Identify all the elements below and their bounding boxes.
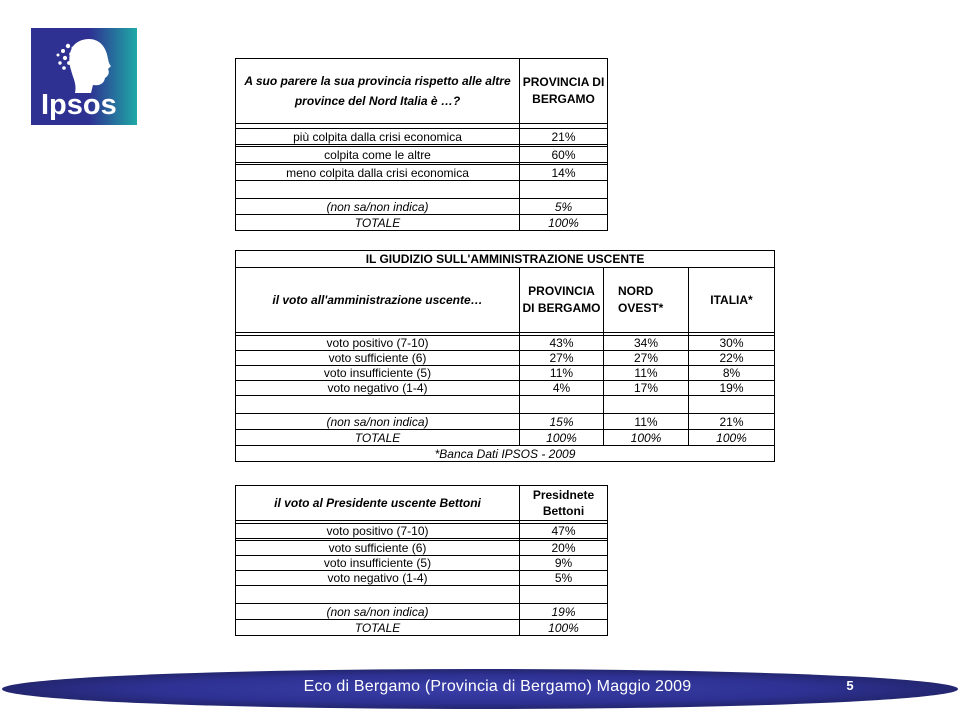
table-row	[236, 396, 775, 414]
row-value: 21%	[689, 414, 775, 430]
total-label: TOTALE	[236, 215, 520, 231]
table-row	[236, 181, 608, 199]
row-value: 27%	[604, 351, 689, 366]
question-header: il voto al Presidente uscente Bettoni	[236, 486, 520, 521]
total-label: TOTALE	[236, 430, 520, 446]
row-label: voto positivo (7-10)	[236, 336, 520, 351]
table-row	[236, 620, 608, 636]
row-value	[520, 181, 608, 199]
table-row	[236, 199, 608, 215]
row-value: 15%	[520, 414, 604, 430]
total-value: 100%	[520, 620, 608, 636]
row-label: meno colpita dalla crisi economica	[236, 165, 520, 181]
question-header: A suo parere la sua provincia rispetto alle altre province del Nord Italia è …?	[236, 59, 520, 124]
row-label: (non sa/non indica)	[236, 604, 520, 620]
row-label: voto positivo (7-10)	[236, 524, 520, 539]
row-value: 11%	[520, 366, 604, 381]
column-header: NORD OVEST*	[604, 268, 689, 333]
table-crisi	[235, 58, 608, 231]
table-row	[236, 366, 775, 381]
row-label: voto sufficiente (6)	[236, 351, 520, 366]
row-value	[604, 396, 689, 414]
table-row	[236, 336, 775, 351]
row-value: 5%	[520, 571, 608, 586]
row-value	[520, 396, 604, 414]
row-value: 14%	[520, 165, 608, 181]
row-value: 19%	[689, 381, 775, 396]
page-number: 5	[846, 678, 854, 693]
row-value: 43%	[520, 336, 604, 351]
table-row	[236, 524, 608, 539]
row-value: 60%	[520, 147, 608, 163]
column-header: PROVINCIA DI BERGAMO	[520, 268, 604, 333]
row-value: 30%	[689, 336, 775, 351]
footer-title: Eco di Bergamo (Provincia di Bergamo) Maggio 2009	[303, 678, 692, 695]
row-label: voto sufficiente (6)	[236, 541, 520, 556]
question-header: il voto all'amministrazione uscente…	[236, 268, 520, 333]
row-value: 20%	[520, 541, 608, 556]
table-row	[236, 541, 608, 556]
column-header: ITALIA*	[689, 268, 775, 333]
row-value: 22%	[689, 351, 775, 366]
logo-text: Ipsos	[41, 89, 117, 121]
total-value: 100%	[604, 430, 689, 446]
row-value: 19%	[520, 604, 608, 620]
table-row	[236, 129, 608, 145]
table-row	[236, 586, 608, 604]
table-row	[236, 147, 608, 163]
table-row	[236, 571, 608, 586]
logo-graphic	[31, 28, 137, 125]
total-value: 100%	[689, 430, 775, 446]
table-row	[236, 430, 775, 446]
table-presidente	[235, 485, 608, 636]
table-row	[236, 351, 775, 366]
row-label: (non sa/non indica)	[236, 414, 520, 430]
row-value: 11%	[604, 366, 689, 381]
row-label: voto insufficiente (5)	[236, 366, 520, 381]
row-label	[236, 396, 520, 414]
row-label: colpita come le altre	[236, 147, 520, 163]
table-row	[236, 165, 608, 181]
row-label: voto insufficiente (5)	[236, 556, 520, 571]
table-row	[236, 604, 608, 620]
table-giudizio	[235, 250, 775, 462]
total-value: 100%	[520, 430, 604, 446]
row-value: 47%	[520, 524, 608, 539]
table-row	[236, 556, 608, 571]
row-value: 5%	[520, 199, 608, 215]
row-value	[689, 396, 775, 414]
row-value	[520, 586, 608, 604]
row-label: più colpita dalla crisi economica	[236, 129, 520, 145]
table-row	[236, 381, 775, 396]
table-row	[236, 414, 775, 430]
column-header: PROVINCIA DI BERGAMO	[520, 59, 608, 124]
row-value: 8%	[689, 366, 775, 381]
row-label: (non sa/non indica)	[236, 199, 520, 215]
row-label: voto negativo (1-4)	[236, 381, 520, 396]
section-title: IL GIUDIZIO SULL'AMMINISTRAZIONE USCENTE	[236, 251, 775, 268]
total-label: TOTALE	[236, 620, 520, 636]
row-label: voto negativo (1-4)	[236, 571, 520, 586]
row-value: 9%	[520, 556, 608, 571]
row-label	[236, 586, 520, 604]
total-value: 100%	[520, 215, 608, 231]
row-value: 27%	[520, 351, 604, 366]
row-value: 4%	[520, 381, 604, 396]
table-row	[236, 215, 608, 231]
ipsos-logo	[31, 28, 137, 125]
row-value: 11%	[604, 414, 689, 430]
row-label	[236, 181, 520, 199]
row-value: 17%	[604, 381, 689, 396]
row-value: 21%	[520, 129, 608, 145]
row-value: 34%	[604, 336, 689, 351]
source-note: *Banca Dati IPSOS - 2009	[236, 446, 775, 462]
column-header: Presidnete Bettoni	[520, 486, 608, 521]
